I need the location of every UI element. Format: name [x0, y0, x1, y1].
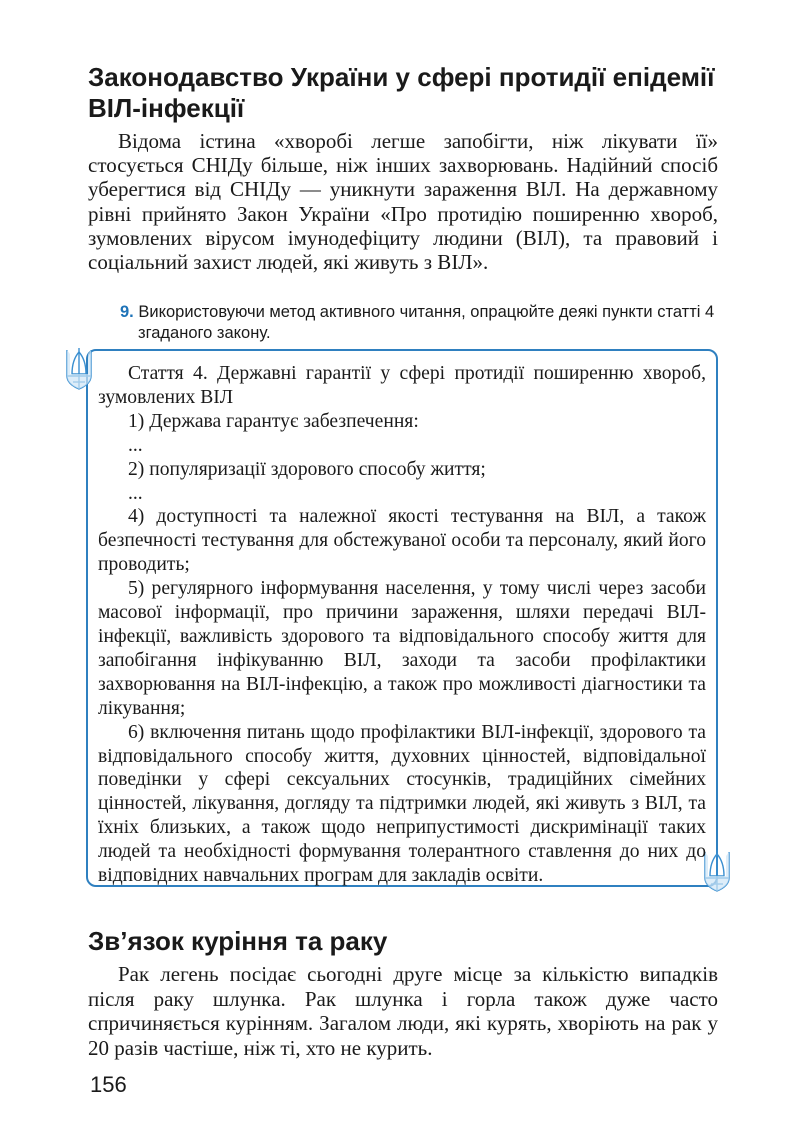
article-item: 1) Держава гарантує забезпечення:	[128, 410, 419, 432]
article-4-text	[98, 362, 706, 888]
section-heading-hiv-law: Законодавство України у сфері протидії епідемії ВІЛ-інфекції	[88, 62, 715, 123]
article-item: 6) включення питань щодо профілактики ВІЛ-інфекції, здорового та відповідального способу життя, духовних цінностей, відповідальної поведінки у сфері сексуальних стосунків, традиційних сімейних цінностей, лікування, догляду та підтримки людей, які живуть з ВІЛ, та їхніх близьких, а також щодо неприпустимості дискримінації таких людей та необхідності формування толерантного ставлення до них до відповідних навчальних програм для закладів освіти.	[98, 721, 706, 887]
intro-paragraph: Відома істина «хворобі легше запобігти, ніж лікувати її» стосується СНІДу більше, ніж інших захворювань. Надійний спосіб уберегтися від СНІДу — уникнути зараження ВІЛ. На державному рівні прийнято Закон України «Про протидію поширенню хвороб, зумовлених вірусом імунодефіциту людини (ВІЛ), та правовий і соціальний захист людей, які живуть з ВІЛ».	[88, 129, 718, 275]
page-number: 156	[90, 1072, 127, 1097]
article-title: Стаття 4. Державні гарантії у сфері протидії поширенню хвороб, зумовлених ВІЛ	[98, 363, 706, 408]
trident-icon	[702, 848, 732, 894]
smoking-paragraph: Рак легень посідає сьогодні друге місце за кількістю випадків після раку шлунка. Рак шлунка і горла також дуже часто спричиняється курінням. Загалом люди, які курять, хворіють на рак у 20 разів частіше, ніж ті, хто не курить.	[88, 962, 718, 1060]
article-item: 2) популяризації здорового способу життя;	[128, 458, 486, 480]
section-heading-smoking-cancer: Зв’язок куріння та раку	[88, 926, 388, 956]
article-item: 5) регулярного інформування населення, у тому числі через засоби масової інформації, про причини зараження, шляхи передачі ВІЛ-інфекції, важливість здорового та відповідального способу життя для запобігання інфікуванню ВІЛ, заходи та засоби профілактики захворювання на ВІЛ-інфекцію, а також про можливості діагностики та лікування;	[98, 578, 706, 719]
task-text: Використовуючи метод активного читання, опрацюйте деякі пункти статті 4 згаданого закону.	[133, 303, 715, 342]
article-ellipsis: ...	[128, 482, 143, 504]
article-ellipsis: ...	[128, 434, 143, 456]
task-9	[120, 302, 718, 344]
article-item: 4) доступності та належної якості тестування на ВІЛ, а також безпечності тестування для обстежуваної особи та персоналу, який його проводить;	[98, 506, 706, 576]
trident-icon	[64, 346, 94, 392]
task-number: 9.	[120, 303, 134, 321]
